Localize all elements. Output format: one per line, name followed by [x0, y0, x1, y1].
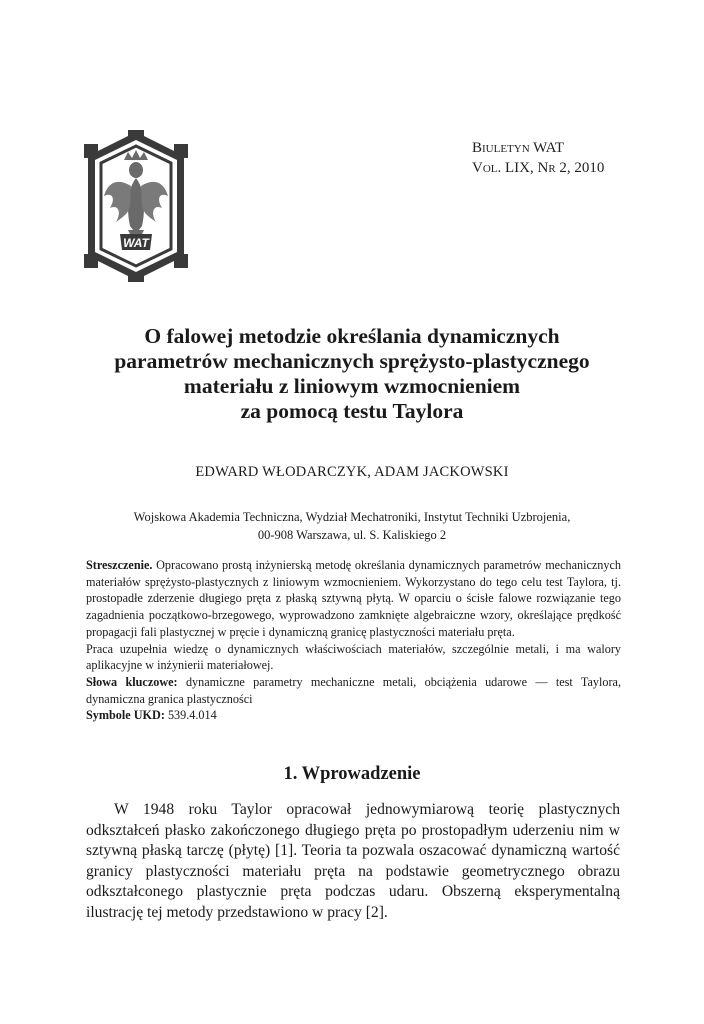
authors: EDWARD WŁODARCZYK, ADAM JACKOWSKI — [195, 464, 509, 480]
title-line: za pomocą testu Taylora — [240, 399, 464, 423]
ukd-symbols: Symbole UKD: 539.4.014 — [86, 708, 217, 723]
wat-eagle-icon — [84, 130, 188, 282]
keywords: Słowa kluczowe: dynamiczne parametry mechaniczne metali, obciążenia udarowe — test Taylora, dynamiczna granica plastyczności — [86, 674, 621, 706]
journal-header — [472, 138, 604, 178]
affiliation: Wojskowa Akademia Techniczna, Wydział Mechatroniki, Instytut Techniki Uzbrojenia, 00-908 Warszawa, ul. S. Kaliskiego 2 — [133, 510, 571, 542]
abstract — [86, 557, 621, 724]
journal-name: Biuletyn WAT — [472, 140, 564, 156]
paper-title — [60, 324, 644, 424]
section-heading: 1. Wprowadzenie — [283, 764, 421, 784]
svg-text:WAT: WAT — [123, 236, 149, 250]
title-line: materiału z liniowym wzmocnieniem — [183, 374, 521, 398]
wat-emblem — [84, 130, 188, 282]
title-line: O falowej metodzie określania dynamicznych — [144, 324, 560, 348]
abstract-paragraph: Streszczenie. Opracowano prostą inżynierską metodę określania dynamicznych parametrów mechanicznych materiałów sprężysto-plastycznych z liniowym wzmocnieniem. Wykorzystano do tego celu test Taylora, tj. prostopadłe zderzenie długiego pręta z płaską sztywną płytą. W oparciu o ścisłe falowe rozwiązanie tego zagadnienia początkowo-brzegowego, wyprowadzono zamknięte algebraiczne wzory, określające prędkość propagacji fali plastycznej w pręcie i dynamiczną granicę plastyczności materiału pręta. — [86, 558, 621, 639]
body-text — [86, 800, 620, 924]
title-line: parametrów mechanicznych sprężysto-plastycznego — [114, 349, 590, 373]
abstract-paragraph: Praca uzupełnia wiedzę o dynamicznych właściwościach materiałów, szczególnie metali, i ma walory aplikacyjne w inżynierii materiałowej. — [86, 641, 621, 673]
journal-volume: Vol. LIX, Nr 2, 2010 — [472, 160, 605, 176]
body-paragraph: W 1948 roku Taylor opracował jednowymiarową teorię plastycznych odkształceń płasko zakończonego długiego pręta po prostopadłym uderzeniu nim w sztywną płaską tarczę (płytę) [1]. Teoria ta pozwala oszacować dynamiczną wartość granicy plastyczności materiału pręta na podstawie geometrycznego obrazu odkształconego plastycznie pręta podczas udaru. Obszerną eksperymentalną ilustrację tej metody przedstawiono w pracy [2]. — [86, 801, 620, 921]
